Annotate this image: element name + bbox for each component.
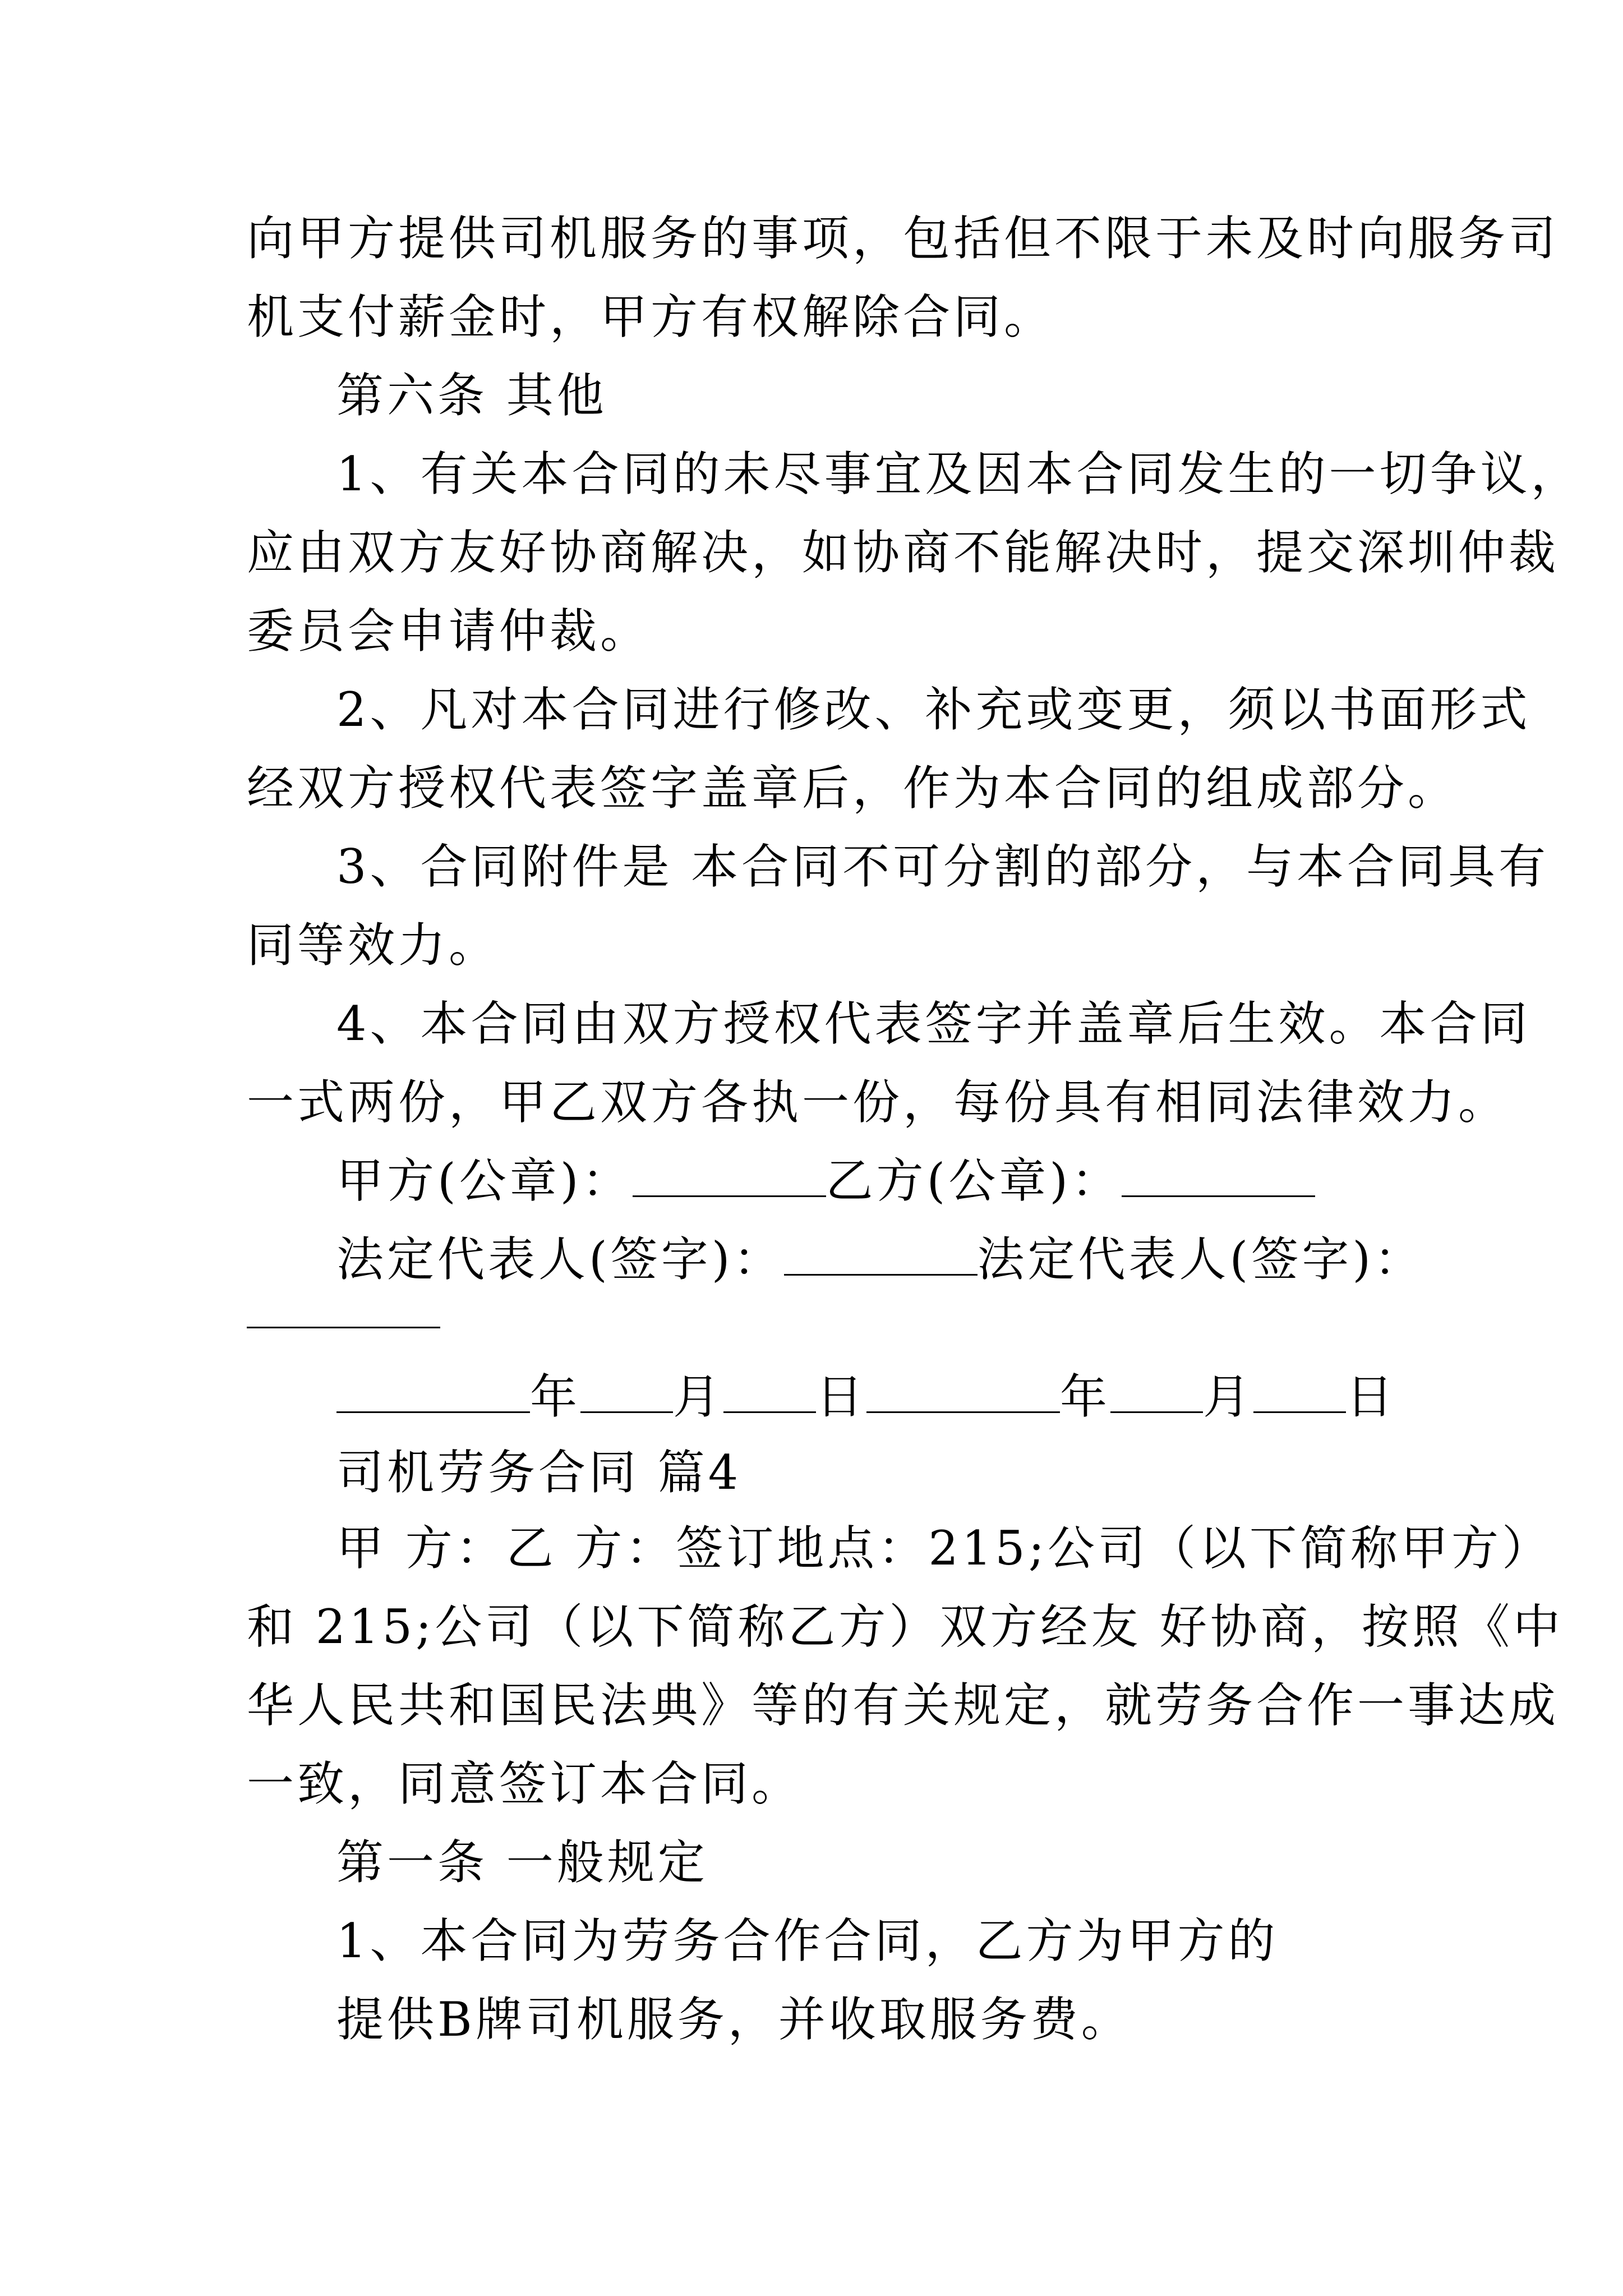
party-b-seal-blank xyxy=(1122,1156,1315,1197)
month-label: 月 xyxy=(673,1369,724,1424)
date-line xyxy=(336,1363,1396,1430)
party-a-seal-blank xyxy=(633,1156,826,1197)
month-label: 月 xyxy=(1203,1369,1254,1424)
paragraph-line: 3、合同附件是 本合同不可分割的部分，与本合同具有 xyxy=(336,839,1550,894)
party-a-rep-blank xyxy=(784,1235,978,1276)
article-heading: 第一条 一般规定 xyxy=(336,1835,708,1890)
month-blank xyxy=(580,1372,673,1413)
day-blank xyxy=(1253,1372,1346,1413)
intro-line: 甲 方：乙 方：签订地点：215;公司（以下简称甲方） xyxy=(336,1521,1553,1576)
party-a-rep-label: 法定代表人(签字)： xyxy=(336,1232,784,1287)
representative-line xyxy=(336,1226,1424,1293)
month-blank xyxy=(1110,1372,1203,1413)
article-heading: 第六条 其他 xyxy=(336,368,607,423)
paragraph-line: 2、凡对本合同进行修改、补充或变更，须以书面形式 xyxy=(336,682,1531,737)
day-blank xyxy=(723,1372,816,1413)
party-b-seal-label: 乙方(公章)： xyxy=(826,1153,1122,1208)
paragraph-line: 1、有关本合同的未尽事宜及因本合同发生的一切争议， xyxy=(336,447,1581,501)
intro-line: 一致，同意签订本合同。 xyxy=(247,1756,803,1811)
year-label: 年 xyxy=(530,1369,581,1424)
year-blank xyxy=(866,1372,1060,1413)
paragraph-line: 一式两份，甲乙双方各执一份，每份具有相同法律效力。 xyxy=(247,1075,1509,1130)
paragraph-line: 向甲方提供司机服务的事项，包括但不限于未及时向服务司 xyxy=(247,211,1560,266)
paragraph-line: 经双方授权代表签字盖章后，作为本合同的组成部分。 xyxy=(247,761,1459,816)
party-b-rep-label: 法定代表人(签字)： xyxy=(977,1232,1425,1287)
intro-line: 华人民共和国民法典》等的有关规定，就劳务合作一事达成 xyxy=(247,1678,1560,1733)
paragraph-line: 4、本合同由双方授权代表签字并盖章后生效。本合同 xyxy=(336,996,1531,1051)
day-label: 日 xyxy=(816,1369,867,1424)
intro-line: 和 215;公司（以下简称乙方）双方经友 好协商，按照《中 xyxy=(247,1599,1564,1654)
day-label: 日 xyxy=(1346,1369,1397,1424)
party-a-seal-label: 甲方(公章)： xyxy=(336,1153,633,1208)
paragraph-line: 提供B牌司机服务，并收取服务费。 xyxy=(336,1992,1132,2047)
paragraph-line: 机支付薪金时，甲方有权解除合同。 xyxy=(247,289,1055,344)
party-b-rep-blank xyxy=(247,1327,440,1328)
seal-line xyxy=(336,1147,1315,1214)
paragraph-line: 委员会申请仲裁。 xyxy=(247,604,651,659)
year-label: 年 xyxy=(1060,1369,1111,1424)
paragraph-line: 应由双方友好协商解决，如协商不能解决时，提交深圳仲裁 xyxy=(247,525,1560,580)
paragraph-line: 同等效力。 xyxy=(247,918,500,973)
paragraph-line: 1、本合同为劳务合作合同，乙方为甲方的 xyxy=(336,1913,1279,1968)
year-blank xyxy=(336,1372,530,1413)
section-title: 司机劳务合同 篇4 xyxy=(336,1445,742,1500)
